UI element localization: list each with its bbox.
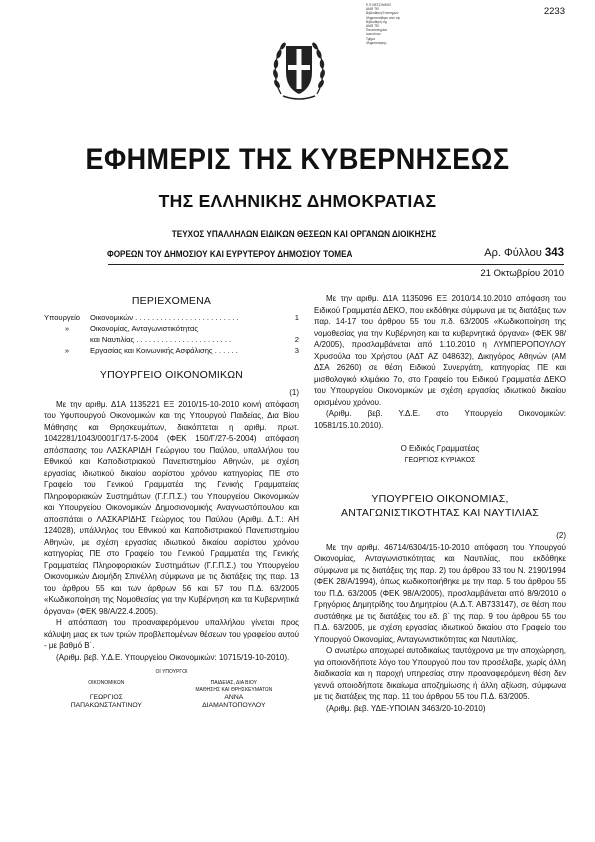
signature-last-name: ΔΙΑΜΑΝΤΟΠΟΥΛΟΥ	[202, 702, 266, 709]
toc-item-label: Υπουργείο	[44, 312, 80, 322]
stamp-line: Βιβλιοθήκη της	[366, 19, 388, 24]
signature-role: ΜΑΘΗΣΗΣ ΚΑΙ ΘΡΗΣΚΕΥΜΑΤΩΝ	[195, 687, 273, 693]
toc-item[interactable]	[44, 312, 299, 323]
stamp-line: Βιβλιοθήκη Επιστημών	[366, 11, 399, 16]
issue-number	[468, 247, 564, 259]
section-heading-economy	[314, 492, 566, 520]
toc-item-page: 3	[294, 345, 299, 355]
toc-heading: ΠΕΡΙΕΧΟΜΕΝΑ	[131, 295, 212, 307]
decision-paragraph: Με την αριθμ. 46714/6304/15-10-2010 απόφαση του Υπουργού Οικονομίας, Ανταγωνιστικότητας και Ναυτιλίας, που εκδόθηκε σύμφωνα με τις διατάξεις της παρ. 2) του άρθρου 33 του Ν. 2190/1994 (ΦΕΚ 28/Α/1994), όπως κωδικοποιήθηκε με την παρ. 5 του άρθρου 55 του Π.Δ. 63/2005 (ΦΕΚ 98/Α/2005), προσλαμβάνεται από 8/9/2010 ο Γρηγόριος Δημητρίδης του Δημητρίου (Α.Δ.Τ. ΑΒ733147), σε θέση που συστάθηκε με τις διατάξεις του εδ. β΄ της παρ. 9 του άρθρου 55 του Π.Δ. 63/2005, με σχέση εργασίας ιδιωτικού δικαίου στο Γραφείο του Υπουργού Οικονομίας, Ανταγωνιστικότητας και Ναυτιλίας.	[314, 542, 566, 644]
toc-item-label	[44, 334, 90, 345]
decision-number: (2)	[556, 531, 566, 540]
signatures	[44, 680, 299, 710]
toc-item-page: 1	[294, 312, 299, 322]
toc-item-label: »	[64, 323, 70, 333]
gazette-subtitle: ΤΗΣ ΕΛΛΗΝΙΚΗΣ ΔΗΜΟΚΡΑΤΙΑΣ	[158, 191, 437, 211]
toc-item[interactable]	[44, 345, 299, 356]
toc-item-text: Εργασίας και Κοινωνικής Ασφάλισης . . . . . .	[90, 345, 238, 355]
issue-value: 343	[544, 247, 564, 259]
toc-item-page: 2	[294, 334, 299, 344]
signature-block	[71, 680, 142, 710]
stamp-line: ΑΜΘ ΤΕΙ	[366, 24, 380, 29]
decision-paragraph: Με την αριθμ. Δ1Α 1135096 ΕΞ 2010/14.10.2010 απόφαση του Ειδικού Γραμματέα ΔΕΚΟ, που εκδόθηκε σύμφωνα με τις διατάξεις των παρ. 14-17 του άρθρου 55 του π.δ. 63/2005 «Κωδικοποίηση της νομοθεσίας για την Κυβέρνηση και τα κυβερνητικά όργανα» (ΦΕΚ 98/Α/2005), προσλαμβάνεται από 1.10.2010 η ΛΥΜΠΕΡΟΠΟΥΛΟΥ Χρυσούλα του Χρήστου (ΑΔΤ ΑΖ 048632), Δικηγόρος Αθηνών (ΑΜ ΔΣΑ 26260) σε θέση Ειδικού Συνεργάτη, κατηγορίας ΠΕ και μισθολογικό κλιμάκιο 7ο, στο Γραφείο του Ειδικού Γραμματέα ΔΕΚΟ του Υπουργείου Οικονομικών με σχέση εργασίας ιδιωτικού δικαίου ορισμένου χρόνου.	[314, 294, 566, 407]
table-of-contents	[44, 312, 299, 356]
toc-item[interactable]	[44, 334, 299, 345]
series-title-line1: ΤΕΥΧΟΣ ΥΠΑΛΛΗΛΩΝ ΕΙΔΙΚΩΝ ΘΕΣΕΩΝ ΚΑΙ ΟΡΓΑΝΩΝ ΔΙΟΙΚΗΣΗΣ	[171, 229, 437, 240]
issue-label: Αρ. Φύλλου	[484, 247, 542, 259]
library-stamp	[366, 3, 420, 45]
stamp-line: ΑΜΘ ΤΕΙ	[366, 7, 380, 12]
toc-item-label: »	[64, 345, 70, 355]
page-number: 2233	[543, 6, 565, 17]
stamp-line: Τμήμα	[366, 36, 376, 41]
decision-number: (1)	[289, 388, 299, 397]
stamp-line: Ιωαννίνων	[366, 32, 381, 37]
greek-coat-of-arms-icon	[271, 32, 327, 104]
header-divider	[108, 264, 564, 265]
toc-item-text: και Ναυτιλίας . . . . . . . . . . . . . . . . . . . . . . .	[90, 334, 232, 344]
toc-item-text: Οικονομικών . . . . . . . . . . . . . . . . . . . . . . . . .	[90, 312, 239, 322]
gazette-title: ΕΦΗΜΕΡΙΣ ΤΗΣ ΚΥΒΕΡΝΗΣΕΩΣ	[85, 143, 510, 176]
signature-first-name: ΓΕΩΡΓΙΟΣ	[89, 694, 123, 701]
signatory-title: Ο Ειδικός Γραμματέας	[400, 444, 480, 453]
decision-paragraph: Ο ανωτέρω αποχωρεί αυτοδικαίως ταυτόχρονα με την αποχώρηση, για οποιονδήποτε λόγο του Υπουργού που τον προσέλαβε, χωρίς άλλη διαδικασία και η παροχή υπηρεσίας στην προαναφερόμενη θέση δεν γεννά οποιοδήποτε δικαίωμα αποζημίωσης ή άλλη αξίωση, σύμφωνα με τις διατάξεις της παρ. 11 του άρθρου 55 του Π.Δ. 63/2005.	[314, 646, 566, 701]
decision-paragraph: Με την αριθμ. Δ1Α 1135221 ΕΞ 2010/15-10-2010 κοινή απόφαση του Υφυπουργού Οικονομικών και της Υπουργού Παιδείας, Δια Βίου Μάθησης και Θρησκευμάτων, διακόπτεται η αριθμ. πρωτ. 1042281/1043/0001Γ/17-5-2004 (ΦΕΚ 150/Γ/27-5-2004) απόφαση απόσπασης του ΛΑΣΚΑΡΙΔΗ Γεώργιου του Παύλου, υπαλλήλου του Εθνικού και Καποδιστριακού Πανεπιστημίου Αθηνών, με σχέση εργασίας ιδιωτικού δικαίου αορίστου χρόνου κατηγορίας ΠΕ στο Γραφείο του Γενικού Γραμματέα της Γενικής Γραμματείας Πληροφοριακών Συστημάτων (Γ.Γ.Π.Σ.) του Υπουργείου Οικονομικών και Υπουργείου Οικονομικών Δημοσιονομικής Αναγνωστόπουλου και αποσπάται ο ΛΑΣΚΑΡΙΔΗΣ Γεώργιος του Παύλου (Αριθμ. Δ.Τ.: ΑΗ 124028), υπάλληλος του Εθνικού και Καποδιστριακού Πανεπιστημίου Αθηνών, με σχέση εργασίας ιδιωτικού δικαίου αορίστου χρόνου κατηγορίας ΠΕ στο Γραφείο του Γενικού Γραμματέα της Γενικής Γραμματείας Πληροφοριακών Συστημάτων (Γ.Γ.Π.Σ.) του Υπουργείου Οικονομικών Διομήδη Σπινέλλη σύμφωνα με τις διατάξεις της παρ. 13 του άρθρου 55 και των άρθρων 56 και 57 του Π.Δ. 63/2005 «Κωδικοποίηση της Νομοθεσίας για την Κυβέρνηση και τα Κυβερνητικά όργανα» (ΦΕΚ 98/Α/22.4.2005).	[44, 399, 299, 616]
toc-item[interactable]	[44, 323, 299, 334]
section-heading-line: ΑΝΤΑΓΩΝΙΣΤΙΚΟΤΗΤΑΣ ΚΑΙ ΝΑΥΤΙΛΙΑΣ	[341, 507, 539, 519]
budget-reference: (Αριθμ. βεβ. ΥΔΕ-ΥΠΟΙΑΝ 3463/20-10-2010)	[326, 703, 486, 713]
signature-role: ΠΑΙΔΕΙΑΣ, ΔΙΑ ΒΙΟΥ	[210, 680, 257, 686]
stamp-line: Ε.Π.ΘΕΣΣ/ΝΙΚΗΣ	[366, 3, 392, 7]
budget-reference: (Αριθμ. βεβ. Υ.Δ.Ε. Υπουργείου Οικονομικών: 10715/19-10-2010).	[56, 652, 290, 662]
left-column	[44, 296, 299, 710]
signature-role: ΟΙΚΟΝΟΜΙΚΩΝ	[88, 680, 125, 686]
section-heading-finance: ΥΠΟΥΡΓΕΙΟ ΟΙΚΟΝΟΜΙΚΩΝ	[99, 368, 244, 381]
signature-last-name: ΠΑΠΑΚΩΝΣΤΑΝΤΙΝΟΥ	[70, 702, 142, 709]
stamp-line: Ψηφιοποίησης	[366, 40, 387, 45]
stamp-line: Ψηφιοποιήθηκε από την	[366, 15, 401, 20]
signatory-name: ΓΕΩΡΓΙΟΣ ΚΥΡΙΑΚΟΣ	[404, 456, 476, 464]
toc-item-page	[287, 323, 299, 334]
right-column	[314, 293, 566, 714]
budget-reference: (Αριθμ. βεβ. Υ.Δ.Ε. στο Υπουργείο Οικονομικών: 10581/15.10.2010).	[314, 409, 566, 430]
signature-first-name: ΑΝΝΑ	[224, 694, 244, 701]
issue-date: 21 Οκτωβρίου 2010	[480, 268, 564, 279]
section-heading-line: ΥΠΟΥΡΓΕΙΟ ΟΙΚΟΝΟΜΙΑΣ,	[371, 493, 509, 505]
toc-item-text: Οικονομίας, Ανταγωνιστικότητας	[90, 323, 199, 333]
signature-block	[195, 680, 272, 710]
ministers-heading: ΟΙ ΥΠΟΥΡΓΟΙ	[155, 669, 188, 675]
decision-paragraph: Η απόσπαση του προαναφερόμενου υπαλλήλου γίνεται προς κάλυψη μιας εκ των τριών προβλεπομένων θέσεων του γραφείου αυτού - με βαθμό Β΄.	[44, 618, 299, 650]
series-title-line2: ΦΟΡΕΩΝ ΤΟΥ ΔΗΜΟΣΙΟΥ ΚΑΙ ΕΥΡΥΤΕΡΟΥ ΔΗΜΟΣΙΟΥ ΤΟΜΕΑ	[107, 249, 353, 260]
stamp-line: Πανεπιστημίου	[366, 28, 388, 33]
